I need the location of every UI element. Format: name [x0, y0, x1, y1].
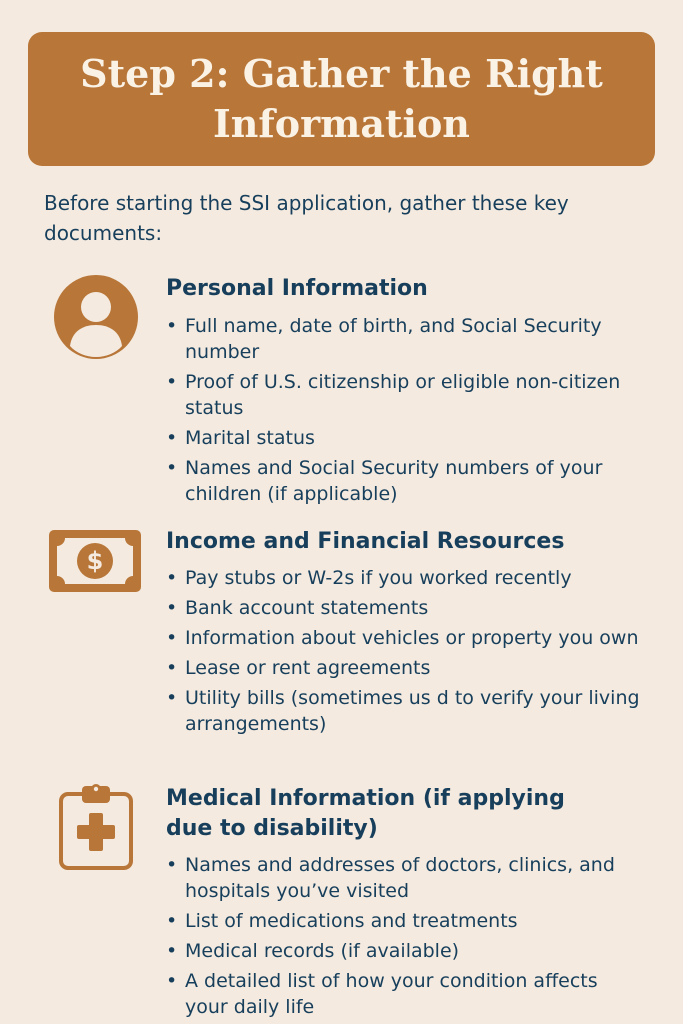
section-title: Medical Information (if applying due to disability) [166, 786, 565, 841]
list-item: • Bank account statements [166, 595, 656, 621]
list-item: • A detailed list of how your condition affects your daily life [166, 968, 626, 1020]
intro-text: Before starting the SSI application, gather these key documents: [44, 191, 569, 245]
list-item: • Pay stubs or W-2s if you worked recently [166, 565, 656, 591]
medical-clipboard-icon [56, 780, 136, 872]
list-item: • Medical records (if available) [166, 938, 626, 964]
personal-information-list [166, 313, 656, 507]
list-item: • Marital status [166, 425, 656, 451]
list-item: • Names and Social Security numbers of your children (if applicable) [166, 455, 656, 507]
section-title: Income and Financial Resources [166, 529, 565, 554]
list-item: • Lease or rent agreements [166, 655, 656, 681]
person-icon [46, 274, 138, 362]
title-banner [28, 32, 655, 166]
list-item: • Full name, date of birth, and Social Security number [166, 313, 656, 365]
svg-text:$: $ [86, 547, 104, 575]
list-item: • Utility bills (sometimes us d to verify your living arrangements) [166, 685, 656, 737]
dollar-bill-icon [46, 527, 146, 597]
page-title: Step 2: Gather the Right Information [80, 51, 603, 146]
income-financial-list [166, 565, 656, 737]
list-item: • Names and addresses of doctors, clinics, and hospitals you’ve visited [166, 852, 626, 904]
list-item: • List of medications and treatments [166, 908, 626, 934]
list-item: • Information about vehicles or property you own [166, 625, 656, 651]
list-item: • Proof of U.S. citizenship or eligible non-citizen status [166, 369, 656, 421]
medical-information-list [166, 852, 626, 1020]
section-title: Personal Information [166, 276, 428, 301]
